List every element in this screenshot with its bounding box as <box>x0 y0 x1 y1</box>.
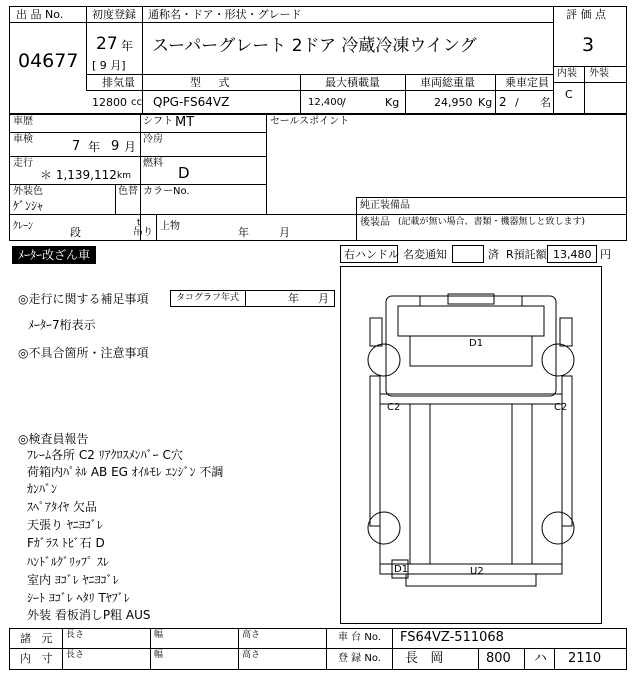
meter-tamper-badge: ﾒｰﾀｰ改ざん車 <box>12 246 96 264</box>
inspection-year: 7 <box>72 139 81 154</box>
cargo-box <box>380 394 562 574</box>
reg-label: 登 録 No. <box>338 653 381 664</box>
tacho-month-unit: 月 <box>318 292 329 305</box>
driving-notes-label: ◎走行に関する補足事項 <box>18 292 149 306</box>
total-weight-unit: Kg <box>478 96 493 109</box>
mileage-value: ＊ 1,139,112 <box>40 168 117 182</box>
right-side-panel <box>562 376 572 526</box>
recycle-label: 済 R預託額 <box>488 248 547 261</box>
upper-label: 上物 <box>160 221 180 232</box>
report-line: 天張り ﾔﾆﾖｺﾞﾚ <box>27 518 103 532</box>
aircon-label: 冷房 <box>143 134 163 145</box>
passengers-label: 乗車定員 <box>505 76 549 89</box>
reg-month: [ 9 月] <box>92 59 126 72</box>
diagram-mark-d1-rear: D1 <box>394 564 409 575</box>
rear-left-wheel <box>368 512 400 544</box>
name-change-label: 名変通知 <box>403 248 447 261</box>
inspection-month-unit: 月 <box>124 140 137 154</box>
report-line: Fｶﾞﾗｽ ﾄﾋﾞ石 D <box>27 536 105 550</box>
color-change-label: 色替 <box>118 186 138 197</box>
meter-note: ﾒｰﾀｰ7桁表示 <box>28 318 96 332</box>
width-label: 幅 <box>154 630 164 640</box>
color-no-label: カラーNo. <box>143 186 190 197</box>
length-label: 長さ <box>66 650 85 660</box>
name-change-box <box>452 245 484 263</box>
history-label: 車歴 <box>13 116 33 127</box>
crane-t-label: t <box>137 218 141 228</box>
dims-label: 諸 元 <box>20 632 53 645</box>
shift-label: シフト <box>143 116 173 127</box>
first-reg-label: 初度登録 <box>92 8 136 21</box>
sales-point-label: セールスポイント <box>270 116 350 127</box>
upper-month-unit: 月 <box>279 226 290 239</box>
passengers-value: 2 <box>499 95 507 109</box>
report-line: ｽﾍﾟｱﾀｲﾔ 欠品 <box>27 500 97 514</box>
report-line: ﾌﾚｰﾑ各所 C2 ﾘｱｸﾛｽﾒﾝﾊﾞｰ C穴 <box>27 448 183 462</box>
reg-kana: ハ <box>534 651 548 666</box>
inspector-report-label: ◎検査員報告 <box>18 432 89 446</box>
fuel-label: 燃料 <box>143 158 163 169</box>
capacity-value: 12,400 <box>308 97 343 108</box>
tachograph-label: タコグラフ年式 <box>176 293 240 303</box>
height-label: 高さ <box>242 650 261 660</box>
standard-equipment-label: 純正装備品 <box>360 200 410 211</box>
total-weight-label: 車両総重量 <box>420 76 475 89</box>
report-line: ﾊﾝﾄﾞﾙｸﾞﾘｯﾌﾟ ｽﾚ <box>27 555 109 569</box>
ext-color-value: ｹﾞﾝｼｬ <box>13 199 44 213</box>
model-label: 型 式 <box>190 76 230 89</box>
report-line: 荷箱内ﾊﾟﾈﾙ AB EG ｵｲﾙﾓﾚ ｴﾝｼﾞﾝ 不調 <box>27 465 224 479</box>
inspection-month: 9 <box>111 139 120 154</box>
displacement-unit: cc <box>131 97 142 108</box>
chassis-no: FS64VZ-511068 <box>400 630 504 645</box>
diagram-mark-d1-front: D1 <box>469 338 484 349</box>
recycle-amount: 13,480 <box>553 248 592 261</box>
chassis-label: 車 台 No. <box>338 632 381 643</box>
lot-number: 04677 <box>18 50 79 72</box>
diagram-mark-u2: U2 <box>470 566 484 577</box>
mileage-label: 走行 <box>13 158 33 169</box>
aftermarket-label: 後装品 <box>360 217 390 228</box>
crane-label: ｸﾚｰﾝ <box>13 221 33 232</box>
reg-class: 800 <box>486 651 511 666</box>
interior-dims-label: 内 寸 <box>20 652 53 665</box>
length-label: 長さ <box>66 630 85 640</box>
diagram-mark-c2-right: C2 <box>554 402 568 413</box>
passengers-unit: 名 <box>540 96 551 109</box>
rear-right-wheel <box>542 512 574 544</box>
exterior-label: 外装 <box>589 68 609 79</box>
inspection-label: 車検 <box>13 134 33 145</box>
right-mirror <box>560 318 572 346</box>
tacho-year-unit: 年 <box>288 292 299 305</box>
stage-label: 段 <box>70 226 81 239</box>
front-right-wheel <box>542 344 574 376</box>
inspection-year-unit: 年 <box>88 140 101 154</box>
right-hand-label: 右ハンドル <box>344 248 399 261</box>
passengers-slash: / <box>515 96 519 109</box>
crane-lift-label: 吊り <box>133 227 153 238</box>
score-value: 3 <box>582 34 595 56</box>
height-label: 高さ <box>242 630 261 640</box>
capacity-label: 最大積載量 <box>325 76 380 89</box>
car-name: スーパーグレート 2ドア 冷蔵冷凍ウイング <box>152 36 477 56</box>
capacity-slash: / <box>342 96 346 109</box>
model-value: QPG-FS64VZ <box>153 95 230 109</box>
cab-roof <box>398 306 544 336</box>
aftermarket-note: (記載が無い場合、書類・機器無しと致します) <box>398 217 586 227</box>
capacity-unit: Kg <box>385 96 400 109</box>
displacement-value: 12800 <box>92 96 127 109</box>
yen-label: 円 <box>600 248 611 261</box>
reg-region: 長 岡 <box>405 651 444 666</box>
front-left-wheel <box>368 344 400 376</box>
reg-year: 27 <box>96 34 118 54</box>
report-line: ｼｰﾄ ﾖｺﾞﾚ ﾍﾀﾘ Tﾔﾌﾞﾚ <box>27 591 130 605</box>
report-line: ｶﾝﾊﾞﾝ <box>27 482 58 496</box>
reg-year-unit: 年 <box>121 39 134 53</box>
score-label: 評 価 点 <box>566 8 606 21</box>
reg-number: 2110 <box>568 651 602 666</box>
displacement-label: 排気量 <box>102 76 135 89</box>
left-mirror <box>370 318 382 346</box>
total-weight-value: 24,950 <box>434 96 473 109</box>
interior-label: 内装 <box>557 68 577 79</box>
lot-label: 出 品 No. <box>16 8 64 21</box>
shift-value: MT <box>175 115 195 130</box>
grade-label: 通称名・ドア・形状・グレード <box>148 8 302 21</box>
left-side-panel <box>370 376 380 526</box>
report-line: 外装 看板消しP粗 AUS <box>27 608 151 622</box>
upper-year-unit: 年 <box>238 226 249 239</box>
interior-grade: C <box>565 88 573 101</box>
mileage-unit: km <box>117 171 131 181</box>
report-line: 室内 ﾖｺﾞﾚ ﾔﾆﾖｺﾞﾚ <box>27 573 119 587</box>
defects-label: ◎不具合箇所・注意事項 <box>18 346 149 360</box>
width-label: 幅 <box>154 650 164 660</box>
fuel-value: D <box>178 164 190 182</box>
diagram-mark-c2-left: C2 <box>387 402 401 413</box>
ext-color-label: 外装色 <box>13 186 43 197</box>
